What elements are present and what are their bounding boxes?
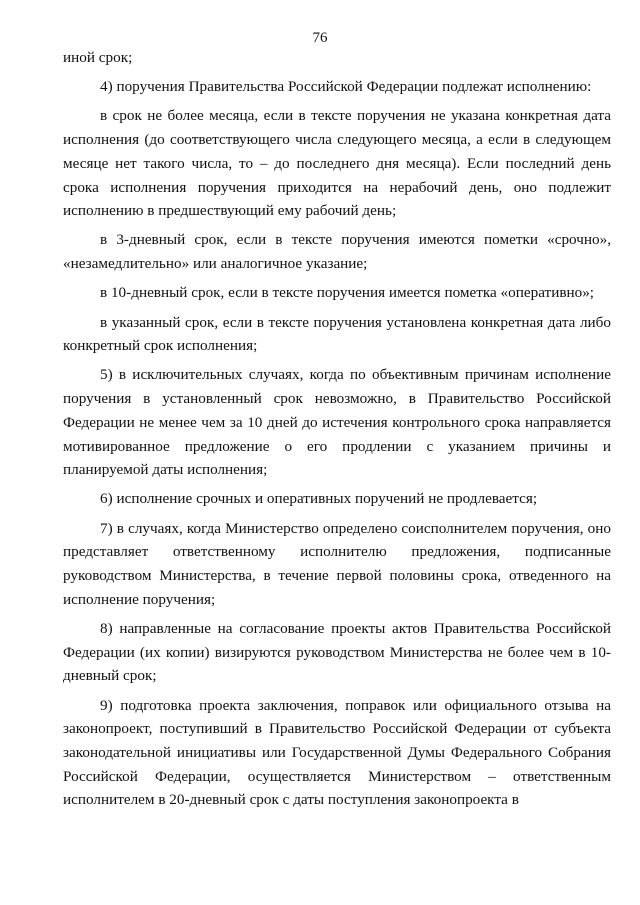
paragraph-3-day-term: в 3-дневный срок, если в тексте поручения имеются пометки «срочно», «незамедлительно» или аналогичное указание; (63, 231, 611, 273)
paragraph-specified-term: в указанный срок, если в тексте поручения установлена конкретная дата либо конкретный срок исполнения; (63, 313, 611, 355)
paragraph-item-9: 9) подготовка проекта заключения, поправок или официального отзыва на законопроект, поступивший в Правительство Российской Федерации от субъекта законодательной инициативы или Государственной Думы Федерального Собрания Российской Федерации, осуществляется Министерством – ответственным исполнителем в 20-дневный срок с даты поступления законопроекта в (63, 696, 611, 809)
document-body (63, 46, 611, 812)
paragraph-item-8: 8) направленные на согласование проекты актов Правительства Российской Федерации (их копии) визируются руководством Министерства не более чем в 10-дневный срок; (63, 619, 611, 685)
paragraph-month-term: в срок не более месяца, если в тексте поручения не указана конкретная дата исполнения (до соответствующего числа следующего месяца, а если в следующем месяце нет такого числа, то – до последнего дня месяца). Если последний день срока исполнения поручения приходится на нерабочий день, оно подлежит исполнению в предшествующий ему рабочий день; (63, 107, 611, 220)
paragraph-10-day-term: в 10-дневный срок, если в тексте поручения имеется пометка «оперативно»; (100, 284, 595, 302)
paragraph-item-5: 5) в исключительных случаях, когда по объективным причинам исполнение поручения в установленный срок невозможно, в Правительство Российской Федерации не менее чем за 10 дней до истечения контрольного срока направляется мотивированное предложение о его продлении с указанием причины и планируемой даты исполнения; (63, 366, 611, 479)
paragraph-continuation: иной срок; (63, 49, 133, 66)
paragraph-item-7: 7) в случаях, когда Министерство определено соисполнителем поручения, оно представляет ответственному исполнителю предложения, подписанные руководством Министерства, в течение первой половины срока, отведенного на исполнение поручения; (63, 519, 611, 608)
page-number: 76 (312, 30, 328, 46)
paragraph-item-6: 6) исполнение срочных и оперативных поручений не продлевается; (100, 490, 538, 508)
paragraph-item-4: 4) поручения Правительства Российской Федерации подлежат исполнению: (100, 78, 592, 96)
